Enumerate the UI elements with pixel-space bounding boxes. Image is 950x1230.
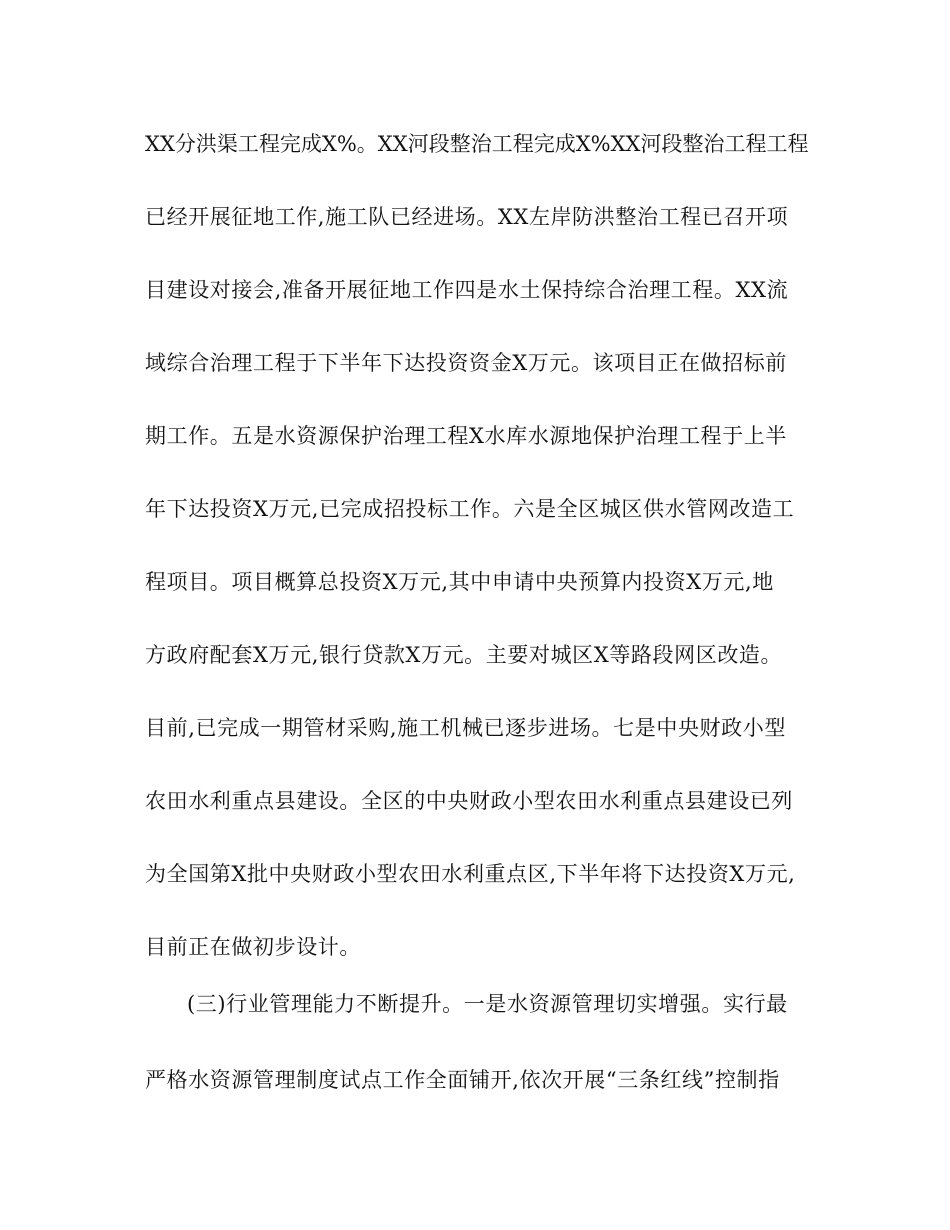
body-text-line: XX分洪渠工程完成X%。XX河段整治工程完成X%XX河段整治工程工程 [145,132,809,156]
body-text-line: 严格水资源管理制度试点工作全面铺开,依次开展“三条红线”控制指 [145,1068,780,1092]
body-text-line: 期工作。五是水资源保护治理工程X水库水源地保护治理工程于上半 [145,424,787,448]
body-text-line: 已经开展征地工作,施工队已经进场。XX左岸防洪整治工程已召开项 [145,205,789,229]
body-text-line: 农田水利重点县建设。全区的中央财政小型农田水利重点县建设已列 [145,789,793,813]
section-heading-line: (三)行业管理能力不断提升。一是水资源管理切实增强。实行最 [187,992,788,1016]
body-text-line: 为全国第X批中央财政小型农田水利重点区,下半年将下达投资X万元, [145,862,796,886]
body-text-line: 域综合治理工程于下半年下达投资资金X万元。该项目正在做招标前 [145,351,787,375]
body-text-line: 目前正在做初步设计。 [145,935,361,959]
body-text-line: 目建设对接会,准备开展征地工作四是水土保持综合治理工程。XX流 [145,278,789,302]
body-text-line: 方政府配套X万元,银行贷款X万元。主要对城区X等路段网区改造。 [145,643,783,667]
body-text-line: 年下达投资X万元,已完成招投标工作。六是全区城区供水管网改造工 [145,497,795,521]
body-text-line: 目前,已完成一期管材采购,施工机械已逐步进场。七是中央财政小型 [145,716,786,740]
body-text-line: 程项目。项目概算总投资X万元,其中申请中央预算内投资X万元,地 [145,570,774,594]
